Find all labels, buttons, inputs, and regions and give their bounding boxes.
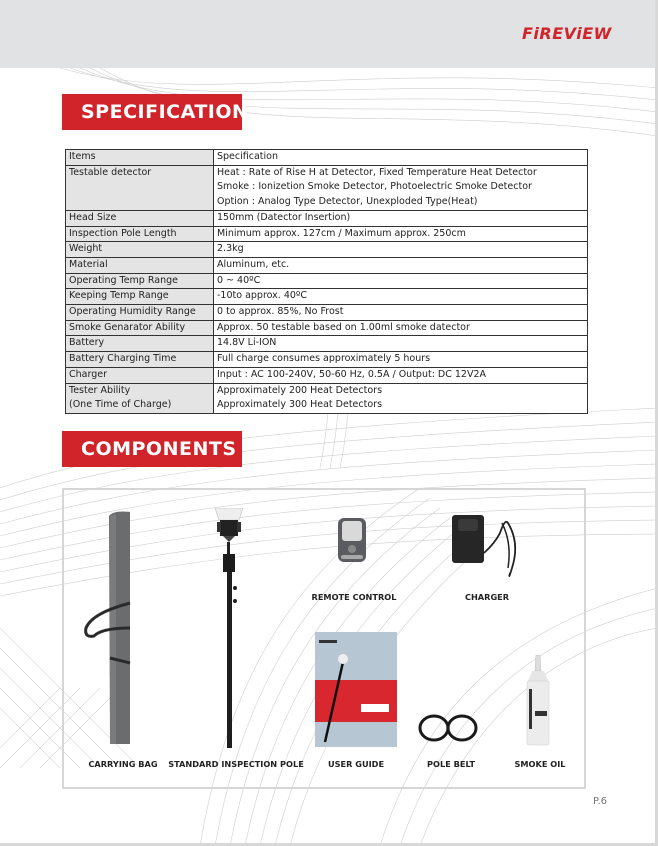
component-label-pole-belt: POLE BELT [427, 759, 475, 769]
table-row [66, 383, 588, 413]
component-label-inspection-pole: STANDARD INSPECTION POLE [168, 759, 304, 769]
header-band [0, 0, 658, 68]
table-row [66, 226, 588, 242]
row-label: Operating Temp Range [66, 273, 214, 289]
table-row [66, 305, 588, 321]
table-row [66, 165, 588, 210]
component-label-remote-control: REMOTE CONTROL [311, 592, 397, 602]
row-value-line: Option : Analog Type Detector, Unexploded Type(Heat) [217, 196, 478, 208]
component-label-user-guide: USER GUIDE [327, 759, 385, 769]
specification-heading: SPECIFICATION [62, 94, 242, 130]
table-header-row [66, 150, 588, 166]
row-value: Minimum approx. 127cm / Maximum approx. 250cm [214, 226, 588, 242]
table-row [66, 210, 588, 226]
row-value-line: Approximately 300 Heat Detectors [217, 399, 383, 411]
component-label-charger: CHARGER [464, 592, 510, 602]
row-label: Material [66, 257, 214, 273]
table-row [66, 336, 588, 352]
pole-belt-image [418, 712, 478, 744]
charger-image [450, 513, 524, 583]
remote-control-image [336, 517, 368, 563]
page-number: P.6 [593, 796, 608, 807]
row-label: Battery Charging Time [66, 352, 214, 368]
row-value: 14.8V Li-ION [214, 336, 588, 352]
row-label: Head Size [66, 210, 214, 226]
row-value: 150mm (Datector Insertion) [214, 210, 588, 226]
row-value: Full charge consumes approximately 5 hours [214, 352, 588, 368]
component-label-smoke-oil: SMOKE OIL [514, 759, 566, 769]
component-label-carrying-bag: CARRYING BAG [88, 759, 158, 769]
row-value: Input : AC 100-240V, 50-60 Hz, 0.5A / Output: DC 12V2A [214, 367, 588, 383]
user-guide-image [315, 632, 397, 747]
row-value [214, 383, 588, 413]
table-row [66, 320, 588, 336]
row-value: -10to approx. 40ºC [214, 289, 588, 305]
row-label-text: (One Time of Charge) [69, 399, 172, 411]
row-label [66, 165, 214, 210]
row-label: Smoke Genarator Ability [66, 320, 214, 336]
row-label-text: Tester Ability [69, 384, 131, 396]
table-row [66, 242, 588, 258]
row-label: Inspection Pole Length [66, 226, 214, 242]
carrying-bag-image [82, 508, 142, 748]
row-value: Aluminum, etc. [214, 257, 588, 273]
components-heading: COMPONENTS [62, 431, 242, 467]
row-label: Operating Humidity Range [66, 305, 214, 321]
table-row [66, 257, 588, 273]
row-label: Keeping Temp Range [66, 289, 214, 305]
row-label: Weight [66, 242, 214, 258]
row-label [66, 383, 214, 413]
column-header-items: Items [66, 150, 214, 166]
table-row [66, 273, 588, 289]
table-row [66, 367, 588, 383]
row-value-line: Smoke : Ionizetion Smoke Detector, Photoelectric Smoke Detector [217, 181, 532, 193]
row-value-line: Heat : Rate of Rise H at Detector, Fixed Temperature Heat Detector [217, 166, 537, 178]
row-value: 0 to approx. 85%, No Frost [214, 305, 588, 321]
row-label-text: Testable detector [69, 166, 152, 178]
row-value [214, 165, 588, 210]
column-header-specification: Specification [214, 150, 588, 166]
row-value: 2.3kg [214, 242, 588, 258]
table-row [66, 289, 588, 305]
specification-table [65, 149, 588, 414]
row-label: Battery [66, 336, 214, 352]
row-value: Approx. 50 testable based on 1.00ml smoke datector [214, 320, 588, 336]
row-value: 0 ~ 40ºC [214, 273, 588, 289]
fireview-logo: FiREViEW [522, 24, 612, 43]
inspection-pole-image [205, 508, 255, 750]
smoke-oil-image [524, 655, 552, 747]
row-label: Charger [66, 367, 214, 383]
row-value-line: Approximately 200 Heat Detectors [217, 384, 383, 396]
table-row [66, 352, 588, 368]
